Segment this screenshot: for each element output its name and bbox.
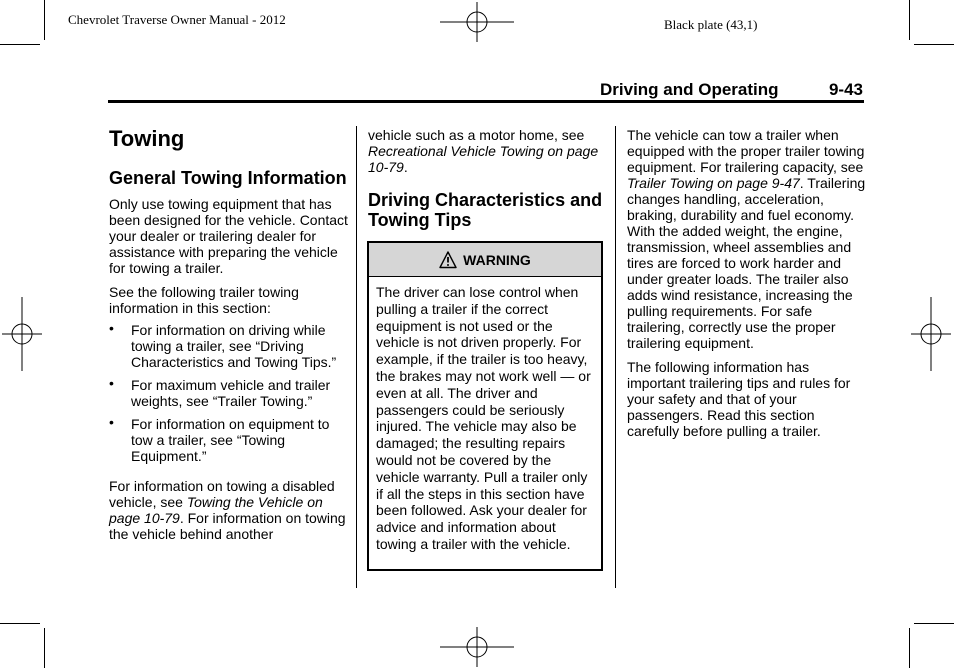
paragraph-text: For information on towing a disabled vehicle, see	[109, 478, 335, 510]
paragraph: The following information has important trailering tips and rules for your safety and that of your passengers. Read this section carefully before pulling a trailer.	[627, 359, 851, 439]
header-rule	[108, 100, 864, 103]
paragraph: See the following trailer towing information in this section:	[109, 284, 299, 316]
list-item	[109, 416, 349, 464]
bullet-list	[109, 322, 349, 464]
plate-label: Black plate (43,1)	[664, 17, 758, 32]
crop-mark	[914, 44, 954, 45]
warning-triangle-icon	[439, 251, 457, 269]
crop-mark	[909, 0, 910, 40]
section-heading-driving-characteristics: Driving Characteristics and Towing Tips	[368, 190, 603, 230]
column-divider	[615, 126, 616, 588]
bullet-icon: •	[109, 375, 114, 391]
paragraph-text: The vehicle can tow a trailer when equipped with the proper trailer towing equipment. For trailering capacity, see	[627, 127, 865, 175]
manual-title: Chevrolet Traverse Owner Manual - 2012	[68, 12, 286, 27]
column-2	[368, 127, 604, 238]
paragraph-text: vehicle such as a motor home, see	[368, 127, 585, 143]
paragraph	[627, 127, 867, 351]
crop-mark	[909, 628, 910, 668]
registration-mark-top-icon	[440, 2, 514, 42]
cross-reference-link[interactable]: Trailer Towing on page 9-47	[627, 175, 800, 191]
section-heading-general-towing: General Towing Information	[109, 168, 347, 188]
list-item	[109, 377, 349, 409]
bullet-icon: •	[109, 414, 114, 430]
list-item-text: For information on equipment to tow a trailer, see “Towing Equipment.”	[131, 416, 330, 464]
paragraph: Only use towing equipment that has been designed for the vehicle. Contact your dealer or trailering dealer for assistance with preparing the vehicle for towing a trailer.	[109, 196, 348, 276]
page-title: Towing	[109, 126, 185, 151]
paragraph-text: . Trailering changes handling, acceleration, braking, durability and fuel economy. With the added weight, the engine, transmission, wheel assemblies and tires are forced to work harder and under greater loads. The trailer also adds wind resistance, increasing the pulling requirements. For safe trailering, correctly use the proper trailering equipment.	[627, 175, 866, 351]
running-header	[600, 80, 863, 100]
list-item-text: For information on driving while towing a trailer, see “Driving Characteristics and Towing Tips.”	[131, 322, 337, 370]
paragraph	[109, 478, 349, 542]
crop-mark	[914, 623, 954, 624]
crop-mark	[0, 623, 40, 624]
warning-label: WARNING	[463, 251, 531, 268]
bullet-icon: •	[109, 320, 114, 336]
column-divider	[356, 126, 357, 588]
section-name: Driving and Operating	[600, 80, 779, 99]
registration-mark-right-icon	[911, 297, 951, 371]
paragraph	[368, 127, 604, 175]
crop-mark	[0, 44, 40, 45]
cross-reference-link[interactable]: Recreational Vehicle Towing on page 10-79	[368, 143, 599, 175]
paragraph-text: .	[403, 159, 408, 175]
cross-reference-link[interactable]: Towing the Vehicle on page 10-79	[109, 494, 323, 526]
warning-box	[367, 241, 603, 571]
column-3	[627, 127, 867, 447]
warning-text: The driver can lose control when pulling a trailer if the correct equipment is not used or the vehicle is not driven properly. For example, if the trailer is too heavy, the brakes may not work well — or even at all. The driver and passengers could be seriously injured. The vehicle may also be damaged; the resulting repairs would not be covered by the vehicle warranty. Pull a trailer only if all the steps in this section have been followed. Ask your dealer for advice and information about towing a trailer with the vehicle.	[376, 284, 591, 552]
paragraph-text: . For information on towing the vehicle behind another	[109, 510, 346, 542]
warning-header	[369, 243, 601, 277]
crop-mark	[44, 628, 45, 668]
registration-mark-bottom-icon	[440, 627, 514, 667]
registration-mark-left-icon	[2, 297, 42, 371]
list-item	[109, 322, 349, 370]
column-1	[109, 126, 349, 550]
list-item-text: For maximum vehicle and trailer weights, see “Trailer Towing.”	[131, 377, 331, 409]
crop-mark	[44, 0, 45, 40]
page-number: 9-43	[828, 80, 863, 99]
